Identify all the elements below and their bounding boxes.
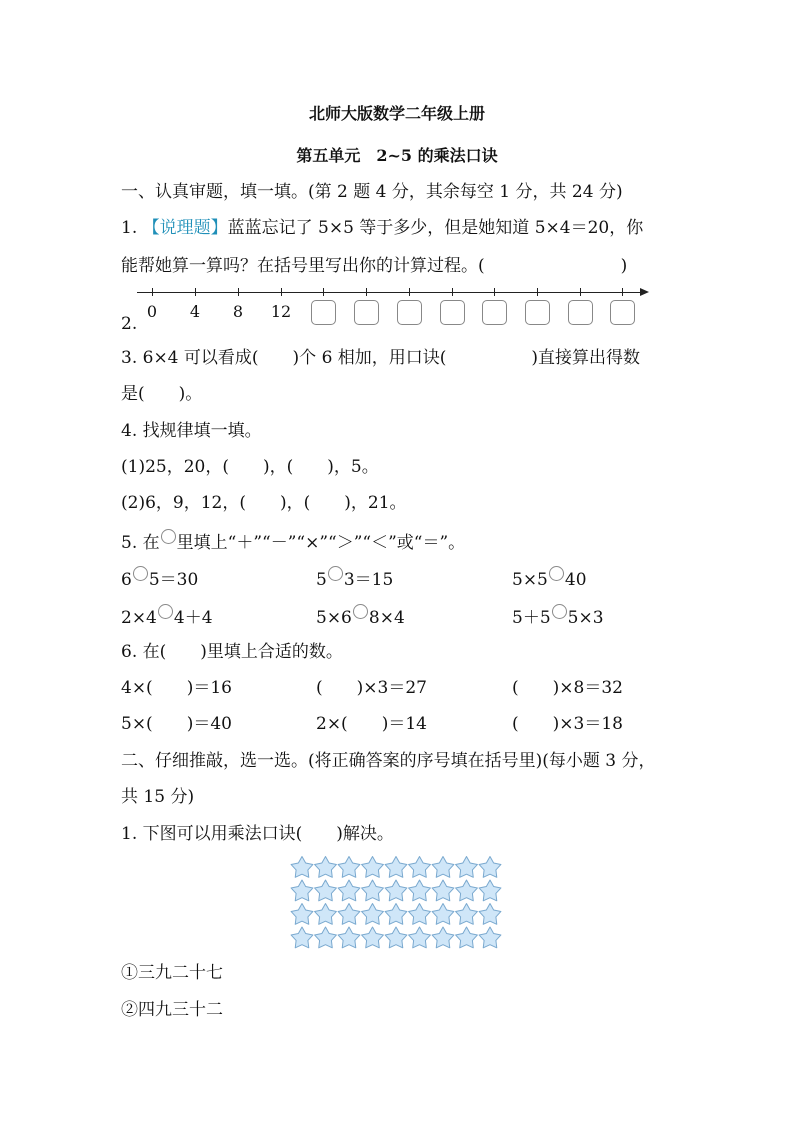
star-icon bbox=[409, 904, 431, 925]
star-icon bbox=[479, 927, 501, 948]
tick bbox=[580, 288, 581, 296]
q5-right: 3＝15 bbox=[343, 570, 394, 590]
q5-item bbox=[316, 566, 393, 591]
q5-right: 5＝30 bbox=[148, 570, 199, 590]
q5-item bbox=[512, 604, 604, 629]
q1-number: 1. bbox=[121, 218, 143, 238]
star-icon bbox=[432, 904, 454, 925]
tick bbox=[238, 288, 239, 296]
q5-item bbox=[316, 604, 405, 629]
q6-item: 2×( )＝14 bbox=[316, 714, 427, 734]
q4-heading: 4. 找规律填一填。 bbox=[121, 421, 262, 441]
q5-right: 8×4 bbox=[368, 608, 405, 628]
circle-blank-icon bbox=[161, 529, 176, 544]
q4-part1: (1)25，20，( )，( )，5。 bbox=[121, 457, 379, 477]
q5-right: 5×3 bbox=[567, 608, 604, 628]
document-title: 北师大版数学二年级上册 bbox=[308, 104, 485, 123]
star-icon bbox=[362, 904, 384, 925]
q5-left: 5＋5 bbox=[512, 608, 551, 628]
q5-left: 5×5 bbox=[512, 570, 548, 590]
q6-item: ( )×3＝27 bbox=[316, 678, 427, 698]
number-line-blank-box[interactable] bbox=[482, 300, 507, 325]
q6-item: 4×( )＝16 bbox=[121, 678, 232, 698]
q5-item bbox=[512, 566, 587, 591]
star-icon bbox=[432, 927, 454, 948]
q6-item: 5×( )＝40 bbox=[121, 714, 232, 734]
q6-item: ( )×8＝32 bbox=[512, 678, 623, 698]
number-line-blank-box[interactable] bbox=[354, 300, 379, 325]
q4-part2: (2)6，9，12，( )，( )，21。 bbox=[121, 493, 407, 513]
star-icon bbox=[291, 927, 313, 948]
q1-tag: 【说理题】 bbox=[142, 218, 228, 238]
star-icon bbox=[432, 880, 454, 901]
q6-heading: 6. 在( )里填上合适的数。 bbox=[121, 642, 343, 662]
q3-line1: 3. 6×4 可以看成( )个 6 相加，用口诀( )直接算出得数 bbox=[121, 348, 641, 368]
star-icon bbox=[338, 880, 360, 901]
section2-heading-line1: 二、仔细推敲，选一选。(将正确答案的序号填在括号里)(每小题 3 分， bbox=[121, 751, 656, 771]
number-line-blank-box[interactable] bbox=[568, 300, 593, 325]
number-line-label: 8 bbox=[232, 302, 244, 321]
circle-blank-icon[interactable] bbox=[328, 566, 343, 581]
s2-q1-text: 1. 下图可以用乘法口诀( )解决。 bbox=[121, 824, 394, 844]
star-icon bbox=[409, 880, 431, 901]
tick bbox=[452, 288, 453, 296]
q5-right: 40 bbox=[564, 570, 587, 590]
star-icon bbox=[338, 904, 360, 925]
star-icon bbox=[315, 927, 337, 948]
q5-heading-pre: 5. 在 bbox=[121, 533, 160, 553]
tick bbox=[537, 288, 538, 296]
number-line-blank-box[interactable] bbox=[311, 300, 336, 325]
star-icon bbox=[338, 927, 360, 948]
q5-left: 5 bbox=[316, 570, 327, 590]
star-icon bbox=[409, 927, 431, 948]
star-icon bbox=[291, 904, 313, 925]
star-icon bbox=[385, 904, 407, 925]
number-line-arrow bbox=[640, 288, 649, 296]
q5-left: 5×6 bbox=[316, 608, 352, 628]
q5-item bbox=[121, 604, 213, 629]
star-icon bbox=[456, 880, 478, 901]
option-2: ②四九三十二 bbox=[121, 1000, 223, 1020]
section1-heading: 一、认真审题，填一填。(第 2 题 4 分，其余每空 1 分，共 24 分) bbox=[121, 182, 623, 202]
q1-line2: 能帮她算一算吗？在括号里写出你的计算过程。( ) bbox=[121, 256, 628, 276]
number-line-label: 12 bbox=[270, 302, 292, 321]
circle-blank-icon[interactable] bbox=[552, 604, 567, 619]
option-1: ①三九二十七 bbox=[121, 963, 223, 983]
star-icon bbox=[456, 857, 478, 878]
tick bbox=[622, 288, 623, 296]
star-icon bbox=[385, 857, 407, 878]
circle-blank-icon[interactable] bbox=[549, 566, 564, 581]
star-icon bbox=[315, 904, 337, 925]
number-line-label: 0 bbox=[146, 302, 158, 321]
number-line-blank-box[interactable] bbox=[440, 300, 465, 325]
number-line-blank-box[interactable] bbox=[610, 300, 635, 325]
q5-left: 6 bbox=[121, 570, 132, 590]
star-icon bbox=[385, 880, 407, 901]
star-icon bbox=[385, 927, 407, 948]
star-icon bbox=[291, 857, 313, 878]
star-grid bbox=[290, 856, 504, 952]
q3-line2: 是( )。 bbox=[121, 384, 203, 404]
star-icon bbox=[338, 857, 360, 878]
tick bbox=[323, 288, 324, 296]
circle-blank-icon[interactable] bbox=[158, 604, 173, 619]
q5-heading bbox=[121, 529, 465, 554]
number-line-blank-box[interactable] bbox=[525, 300, 550, 325]
star-icon bbox=[362, 927, 384, 948]
star-icon bbox=[479, 904, 501, 925]
star-icon bbox=[456, 927, 478, 948]
star-icon bbox=[479, 857, 501, 878]
star-icon bbox=[456, 904, 478, 925]
tick bbox=[195, 288, 196, 296]
tick bbox=[152, 288, 153, 296]
circle-blank-icon[interactable] bbox=[133, 566, 148, 581]
tick bbox=[494, 288, 495, 296]
q5-heading-post: 里填上“＋”“－”“×”“＞”“＜”或“＝”。 bbox=[176, 533, 466, 553]
star-icon bbox=[315, 857, 337, 878]
number-line-label: 4 bbox=[189, 302, 201, 321]
star-icon bbox=[432, 857, 454, 878]
star-icon bbox=[362, 857, 384, 878]
number-line-blank-box[interactable] bbox=[397, 300, 422, 325]
circle-blank-icon[interactable] bbox=[353, 604, 368, 619]
unit-title: 第五单元 2~5 的乘法口诀 bbox=[296, 146, 498, 165]
tick bbox=[409, 288, 410, 296]
q2-label: 2. bbox=[121, 314, 138, 334]
q5-item bbox=[121, 566, 198, 591]
star-icon bbox=[362, 880, 384, 901]
q5-left: 2×4 bbox=[121, 608, 157, 628]
q1-text: 蓝蓝忘记了 5×5 等于多少，但是她知道 5×4＝20，你 bbox=[227, 218, 644, 238]
star-icon bbox=[315, 880, 337, 901]
number-line-axis bbox=[137, 292, 642, 293]
star-icon bbox=[291, 880, 313, 901]
q5-right: 4＋4 bbox=[173, 608, 213, 628]
star-icon bbox=[409, 857, 431, 878]
q1-line1 bbox=[121, 217, 643, 239]
tick bbox=[281, 288, 282, 296]
q6-item: ( )×3＝18 bbox=[512, 714, 623, 734]
tick bbox=[366, 288, 367, 296]
section2-heading-line2: 共 15 分) bbox=[121, 787, 195, 807]
star-icon bbox=[479, 880, 501, 901]
